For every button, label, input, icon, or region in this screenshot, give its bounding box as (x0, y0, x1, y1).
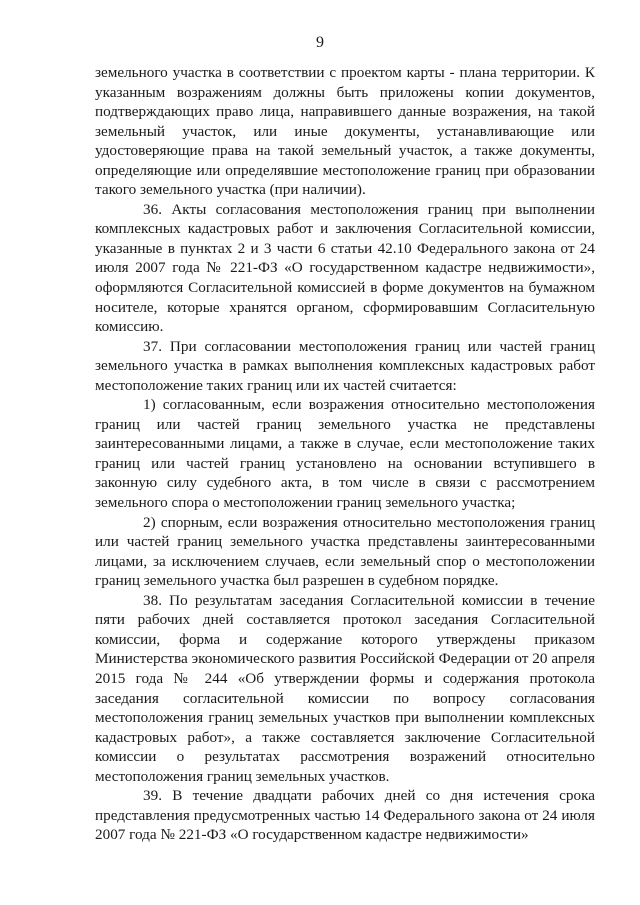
document-body (95, 63, 595, 845)
paragraph-37: 37. При согласовании местоположения границ или частей границ земельного участка в рамках выполнения комплексных кадастровых работ местоположение таких границ или их частей считается: (95, 337, 595, 394)
page-number: 9 (316, 34, 324, 51)
paragraph-37-item-1: 1) согласованным, если возражения относительно местоположения границ или частей границ земельного участка не представлены заинтересованными лицами, а также в случае, если местоположение таких границ или частей границ установлено на основании вступившего в законную силу судебного акта, в том числе в связи с рассмотрением земельного спора о местоположении границ земельного участка; (95, 396, 595, 512)
paragraph-39: 39. В течение двадцати рабочих дней со дня истечения срока представления предусмотренных частью 14 Федерального закона от 24 июля 2007 года № 221-ФЗ «О государственном кадастре недвижимости» (95, 787, 595, 844)
paragraph-continuation: земельного участка в соответствии с проектом карты - плана территории. К указанным возражениям должны быть приложены копии документов, подтверждающих право лица, направившего данные возражения, на такой земельный участок, или иные документы, устанавливающие или удостоверяющие права на такой земельный участок, а также документы, определяющие или определявшие местоположение границ при образовании такого земельного участка (при наличии). (95, 64, 595, 199)
paragraph-36: 36. Акты согласования местоположения границ при выполнении комплексных кадастровых работ и заключения Согласительной комиссии, указанные в пунктах 2 и 3 части 6 статьи 42.10 Федерального закона от 24 июля 2007 года № 221-ФЗ «О государственном кадастре недвижимости», оформляются Согласительной комиссией в форме документов на бумажном носителе, которые хранятся органом, сформировавшим Согласительную комиссию. (95, 200, 595, 336)
paragraph-37-item-2: 2) спорным, если возражения относительно местоположения границ или частей границ земельного участка представлены заинтересованными лицами, за исключением случаев, если земельный спор о местоположении границ земельного участка был разрешен в судебном порядке. (95, 513, 595, 590)
paragraph-38: 38. По результатам заседания Согласительной комиссии в течение пяти рабочих дней составляется протокол заседания Согласительной комиссии, форма и содержание которого утверждены приказом Министерства экономического развития Российской Федерации от 20 апреля 2015 года № 244 «Об утверждении формы и содержания протокола заседания согласительной комиссии по вопросу согласования местоположения границ земельных участков при выполнении комплексных кадастровых работ», а также составляется заключение Согласительной комиссии о результатах рассмотрения возражений относительно местоположения границ земельных участков. (95, 591, 595, 785)
